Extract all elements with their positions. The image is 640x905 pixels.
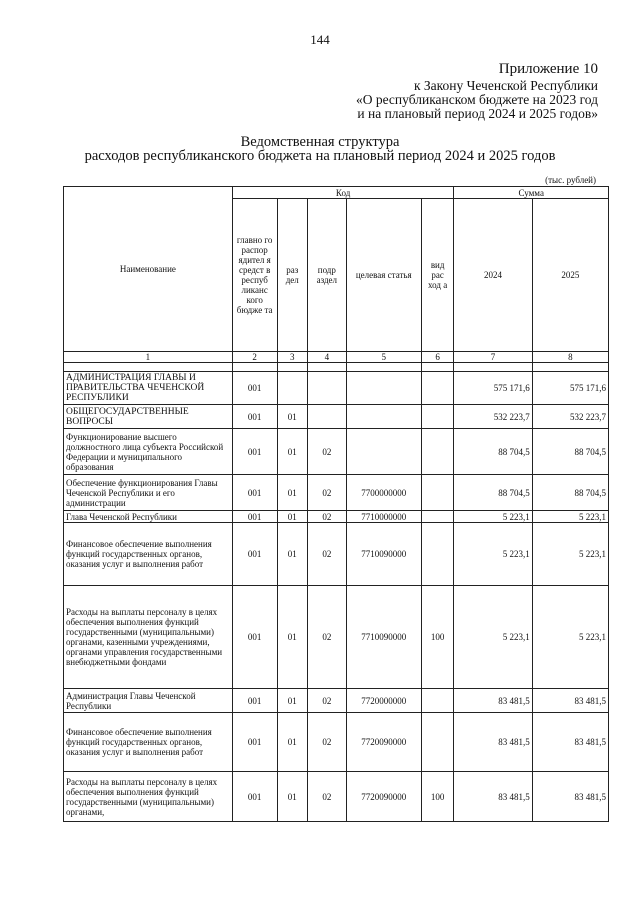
header-target: целевая статья xyxy=(346,199,421,352)
row-admin: 001 xyxy=(232,511,277,523)
document-title-line: расходов республиканского бюджета на плановый период 2024 и 2025 годов xyxy=(84,148,556,164)
document-title xyxy=(0,135,640,163)
row-name: Финансовое обеспечение выполнения функций государственных органов, оказания услуг и выполнения работ xyxy=(64,713,233,772)
header-subsection: подр аздел xyxy=(308,199,347,352)
row-2024: 88 704,5 xyxy=(454,475,532,511)
row-name: ОБЩЕГОСУДАРСТВЕННЫЕ ВОПРОСЫ xyxy=(64,405,233,429)
row-subsection: 02 xyxy=(308,511,347,523)
units-label: (тыс. рублей) xyxy=(545,175,596,185)
row-subsection xyxy=(308,372,347,405)
table-row xyxy=(64,475,609,511)
row-expense-type: 100 xyxy=(421,586,454,689)
row-section xyxy=(277,372,308,405)
row-name: Администрация Главы Чеченской Республики xyxy=(64,689,233,713)
row-2024: 5 223,1 xyxy=(454,586,532,689)
row-target: 7700000000 xyxy=(346,475,421,511)
table-row xyxy=(64,429,609,475)
row-expense-type xyxy=(421,511,454,523)
column-number: 8 xyxy=(532,352,608,363)
row-target: 7710090000 xyxy=(346,523,421,586)
row-admin: 001 xyxy=(232,372,277,405)
header-2024: 2024 xyxy=(454,199,532,352)
row-target: 7720090000 xyxy=(346,713,421,772)
row-2025: 88 704,5 xyxy=(532,475,608,511)
row-target xyxy=(346,429,421,475)
table-row xyxy=(64,523,609,586)
column-number: 3 xyxy=(277,352,308,363)
row-name: Обеспечение функционирования Главы Чеченской Республики и его администрации xyxy=(64,475,233,511)
row-subsection: 02 xyxy=(308,772,347,822)
table-row xyxy=(64,772,609,822)
row-name: Расходы на выплаты персоналу в целях обеспечения выполнения функций государственными (муниципальными) органами, казенными учреждениями, органами управления государственными внебюджетными фондами xyxy=(64,586,233,689)
row-2025: 575 171,6 xyxy=(532,372,608,405)
column-number: 5 xyxy=(346,352,421,363)
row-name: Финансовое обеспечение выполнения функций государственных органов, оказания услуг и выполнения работ xyxy=(64,523,233,586)
row-name: Глава Чеченской Республики xyxy=(64,511,233,523)
row-2025: 5 223,1 xyxy=(532,586,608,689)
row-subsection: 02 xyxy=(308,475,347,511)
table-row xyxy=(64,586,609,689)
row-name: Расходы на выплаты персоналу в целях обеспечения выполнения функций государственными (муниципальными) органами, xyxy=(64,772,233,822)
header-2025: 2025 xyxy=(532,199,608,352)
table-row xyxy=(64,405,609,429)
column-number: 7 xyxy=(454,352,532,363)
row-admin: 001 xyxy=(232,586,277,689)
row-target: 7710090000 xyxy=(346,586,421,689)
row-2025: 532 223,7 xyxy=(532,405,608,429)
row-admin: 001 xyxy=(232,405,277,429)
row-expense-type: 100 xyxy=(421,772,454,822)
row-subsection: 02 xyxy=(308,523,347,586)
row-section: 01 xyxy=(277,772,308,822)
row-section: 01 xyxy=(277,689,308,713)
row-expense-type xyxy=(421,372,454,405)
row-2025: 83 481,5 xyxy=(532,689,608,713)
row-subsection: 02 xyxy=(308,713,347,772)
row-section: 01 xyxy=(277,523,308,586)
row-section: 01 xyxy=(277,429,308,475)
row-subsection xyxy=(308,405,347,429)
row-section: 01 xyxy=(277,405,308,429)
column-number-row xyxy=(64,352,609,363)
row-2025: 88 704,5 xyxy=(532,429,608,475)
document-title-line: Ведомственная структура xyxy=(240,134,400,150)
page-number: 144 xyxy=(310,32,330,47)
appendix-line: «О республиканском бюджете на 2023 год xyxy=(355,92,598,107)
row-admin: 001 xyxy=(232,689,277,713)
header-sum-group: Сумма xyxy=(454,187,609,199)
table-row xyxy=(64,511,609,523)
row-target: 7710000000 xyxy=(346,511,421,523)
header-section: раз дел xyxy=(277,199,308,352)
row-subsection: 02 xyxy=(308,689,347,713)
row-admin: 001 xyxy=(232,713,277,772)
row-2024: 5 223,1 xyxy=(454,511,532,523)
row-2024: 575 171,6 xyxy=(454,372,532,405)
row-section: 01 xyxy=(277,511,308,523)
row-section: 01 xyxy=(277,586,308,689)
row-target: 7720000000 xyxy=(346,689,421,713)
row-expense-type xyxy=(421,475,454,511)
row-section: 01 xyxy=(277,475,308,511)
row-name: Функционирование высшего должностного лица субъекта Российской Федерации и муниципального образования xyxy=(64,429,233,475)
spacer-row xyxy=(64,363,609,372)
table-row xyxy=(64,689,609,713)
row-admin: 001 xyxy=(232,429,277,475)
row-admin: 001 xyxy=(232,475,277,511)
row-expense-type xyxy=(421,405,454,429)
row-name: АДМИНИСТРАЦИЯ ГЛАВЫ И ПРАВИТЕЛЬСТВА ЧЕЧЕНСКОЙ РЕСПУБЛИКИ xyxy=(64,372,233,405)
row-2024: 83 481,5 xyxy=(454,772,532,822)
row-2025: 5 223,1 xyxy=(532,523,608,586)
row-2025: 83 481,5 xyxy=(532,713,608,772)
appendix-line: к Закону Чеченской Республики xyxy=(413,78,598,93)
row-2024: 88 704,5 xyxy=(454,429,532,475)
budget-table xyxy=(63,186,609,822)
row-expense-type xyxy=(421,523,454,586)
header-expense-type: вид рас ход а xyxy=(421,199,454,352)
row-expense-type xyxy=(421,713,454,772)
row-subsection: 02 xyxy=(308,429,347,475)
header-code-group: Код xyxy=(232,187,454,199)
row-expense-type xyxy=(421,689,454,713)
table-row xyxy=(64,713,609,772)
column-number: 1 xyxy=(64,352,233,363)
row-2024: 532 223,7 xyxy=(454,405,532,429)
header-admin: главно го распор ядител я средст в респуб ликанс кого бюдже та xyxy=(232,199,277,352)
appendix-title: Приложение 10 xyxy=(498,61,598,77)
row-admin: 001 xyxy=(232,772,277,822)
row-expense-type xyxy=(421,429,454,475)
row-target: 7720090000 xyxy=(346,772,421,822)
column-number: 6 xyxy=(421,352,454,363)
column-number: 4 xyxy=(308,352,347,363)
row-2024: 5 223,1 xyxy=(454,523,532,586)
row-2025: 83 481,5 xyxy=(532,772,608,822)
row-2024: 83 481,5 xyxy=(454,689,532,713)
table-row xyxy=(64,372,609,405)
column-number: 2 xyxy=(232,352,277,363)
row-target xyxy=(346,405,421,429)
row-target xyxy=(346,372,421,405)
row-2025: 5 223,1 xyxy=(532,511,608,523)
row-section: 01 xyxy=(277,713,308,772)
row-subsection: 02 xyxy=(308,586,347,689)
header-name: Наименование xyxy=(64,187,233,352)
appendix-block xyxy=(356,62,598,121)
row-admin: 001 xyxy=(232,523,277,586)
appendix-line: и на плановый период 2024 и 2025 годов» xyxy=(357,106,598,121)
row-2024: 83 481,5 xyxy=(454,713,532,772)
